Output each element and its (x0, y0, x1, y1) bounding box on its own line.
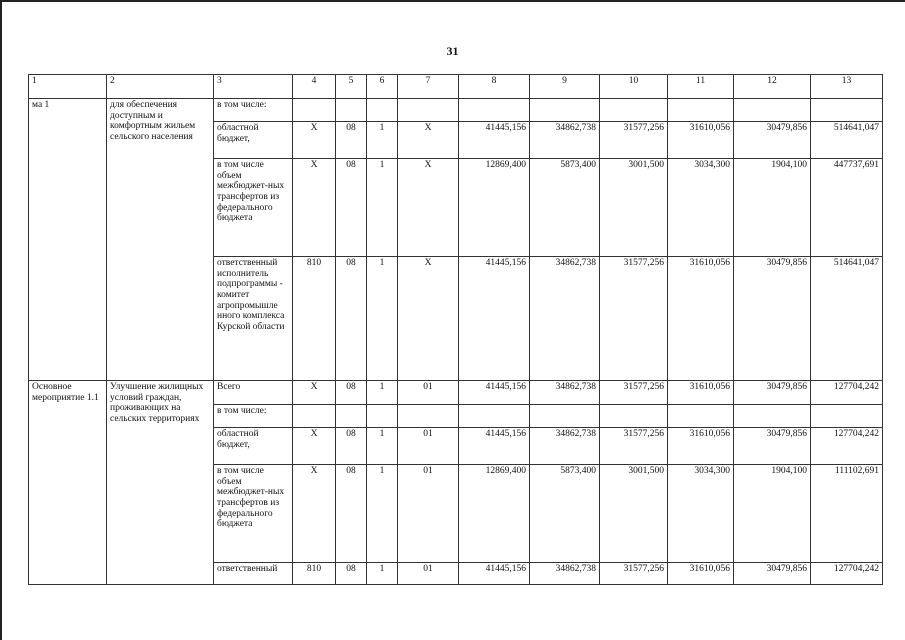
budget-table (28, 74, 883, 585)
cell-v13: 127704,242 (811, 428, 883, 465)
cell-v13: 127704,242 (811, 381, 883, 405)
cell-c7: 01 (398, 465, 459, 563)
row-label: в том числе: (214, 405, 293, 428)
cell-c5: 08 (336, 428, 367, 465)
cell-v12: 30479,856 (734, 257, 811, 381)
block1-description-cell: для обеспечения доступным и комфортным жильем сельского населения (107, 99, 214, 381)
cell-c7: 01 (398, 428, 459, 465)
header-row (29, 75, 883, 99)
cell-v12: 30479,856 (734, 381, 811, 405)
block1-measure-cell: ма 1 (29, 99, 107, 381)
header-cell: 1 (29, 75, 107, 99)
cell-v8: 41445,156 (459, 428, 530, 465)
cell-c7: Х (398, 122, 459, 159)
cell-c4: 810 (293, 563, 336, 585)
cell-v11: 31610,056 (668, 428, 734, 465)
cell-v12: 30479,856 (734, 122, 811, 159)
cell-v13: 111102,691 (811, 465, 883, 563)
row-label: ответственный (214, 563, 293, 585)
cell-v8: 12869,400 (459, 465, 530, 563)
cell-v13: 127704,242 (811, 563, 883, 585)
cell-c4: Х (293, 428, 336, 465)
header-cell: 13 (811, 75, 883, 99)
cell-c4: Х (293, 122, 336, 159)
header-cell: 2 (107, 75, 214, 99)
cell-v10: 31577,256 (600, 563, 668, 585)
row-label: Всего (214, 381, 293, 405)
cell-v13: 514641,047 (811, 122, 883, 159)
header-cell: 7 (398, 75, 459, 99)
cell-v8: 41445,156 (459, 381, 530, 405)
cell-c6: 1 (367, 428, 398, 465)
cell-v9: 34862,738 (530, 257, 600, 381)
header-cell: 10 (600, 75, 668, 99)
cell-v11: 3034,300 (668, 159, 734, 257)
header-cell: 12 (734, 75, 811, 99)
cell-c7: 01 (398, 381, 459, 405)
cell-c4: Х (293, 465, 336, 563)
header-cell: 8 (459, 75, 530, 99)
cell-v11: 31610,056 (668, 563, 734, 585)
cell-v10: 31577,256 (600, 381, 668, 405)
cell-c6: 1 (367, 381, 398, 405)
row-label: в том числе: (214, 99, 293, 122)
cell-v13: 514641,047 (811, 257, 883, 381)
row-label: ответственный исполнитель подпрограммы - комитет агропромышле нного комплекса Курской области (214, 257, 293, 381)
cell-c4: Х (293, 159, 336, 257)
cell-v11: 31610,056 (668, 122, 734, 159)
page-number: 31 (446, 44, 459, 58)
cell-v10: 3001,500 (600, 159, 668, 257)
cell-v9: 5873,400 (530, 465, 600, 563)
block2-description-cell: Улучшение жилищных условий граждан, проживающих на сельских территориях (107, 381, 214, 585)
cell-c7: 01 (398, 563, 459, 585)
cell-v9: 5873,400 (530, 159, 600, 257)
cell-v10: 31577,256 (600, 122, 668, 159)
cell-v9: 34862,738 (530, 122, 600, 159)
row-label: областной бюджет, (214, 122, 293, 159)
cell-c5: 08 (336, 465, 367, 563)
header-cell: 11 (668, 75, 734, 99)
cell-c5: 08 (336, 122, 367, 159)
cell-c6: 1 (367, 159, 398, 257)
cell-c7: Х (398, 257, 459, 381)
cell-v12: 30479,856 (734, 428, 811, 465)
cell-c6: 1 (367, 122, 398, 159)
cell-v10: 31577,256 (600, 428, 668, 465)
header-cell: 4 (293, 75, 336, 99)
row-label: в том числе объем межбюджет-ных трансфертов из федерального бюджета (214, 159, 293, 257)
cell-v12: 1904,100 (734, 159, 811, 257)
cell-v9: 34862,738 (530, 563, 600, 585)
cell-v12: 1904,100 (734, 465, 811, 563)
cell-c5: 08 (336, 257, 367, 381)
header-cell: 6 (367, 75, 398, 99)
cell-c5: 08 (336, 381, 367, 405)
cell-v8: 12869,400 (459, 159, 530, 257)
header-cell: 3 (214, 75, 293, 99)
cell-c4: 810 (293, 257, 336, 381)
cell-v13: 447737,691 (811, 159, 883, 257)
cell-v10: 3001,500 (600, 465, 668, 563)
cell-c6: 1 (367, 257, 398, 381)
cell-c5: 08 (336, 563, 367, 585)
header-cell: 5 (336, 75, 367, 99)
cell-c5: 08 (336, 159, 367, 257)
cell-c4: Х (293, 381, 336, 405)
cell-v11: 31610,056 (668, 257, 734, 381)
row-label: в том числе объем межбюджет-ных трансфертов из федерального бюджета (214, 465, 293, 563)
header-cell: 9 (530, 75, 600, 99)
cell-v12: 30479,856 (734, 563, 811, 585)
block2-measure-cell: Основное мероприятие 1.1 (29, 381, 107, 585)
table-row (29, 381, 883, 405)
cell-v8: 41445,156 (459, 563, 530, 585)
cell-c7: Х (398, 159, 459, 257)
row-label: областной бюджет, (214, 428, 293, 465)
cell-c6: 1 (367, 563, 398, 585)
cell-v8: 41445,156 (459, 122, 530, 159)
table-row (29, 99, 883, 122)
cell-v10: 31577,256 (600, 257, 668, 381)
cell-v11: 31610,056 (668, 381, 734, 405)
cell-v11: 3034,300 (668, 465, 734, 563)
cell-v8: 41445,156 (459, 257, 530, 381)
cell-c6: 1 (367, 465, 398, 563)
cell-v9: 34862,738 (530, 428, 600, 465)
cell-v9: 34862,738 (530, 381, 600, 405)
